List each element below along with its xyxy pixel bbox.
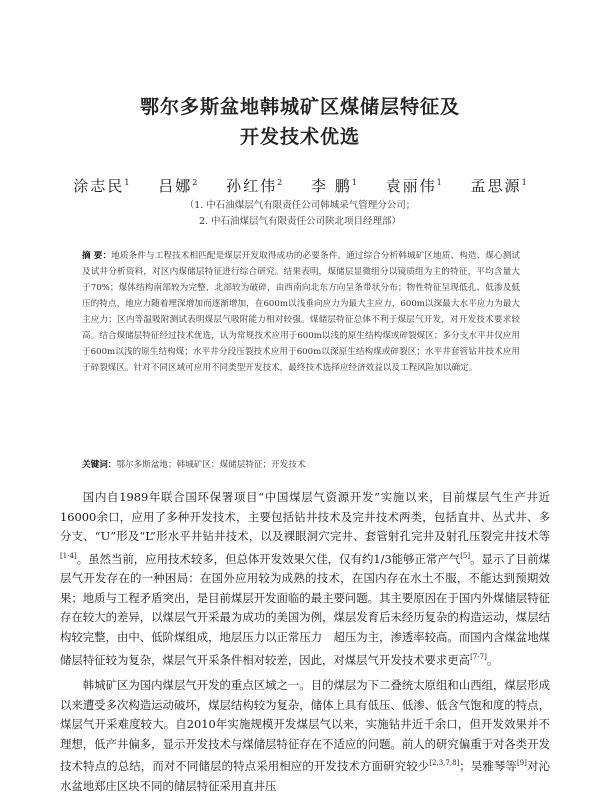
affiliations	[0, 198, 600, 230]
abstract-text: 地质条件与工程技术相匹配是煤层开发取得成功的必要条件。通过综合分析韩城矿区地质、构造、煤心测试及试井分析资料，对区内煤储层特征进行综合研究。结果表明，煤储层显微组分以镜质组为主的特征，平均含量大于70%；煤体结构南部较为完整，北部较为破碎，由西南向北东方向呈条带状分布；物性特征呈现低孔、低渗及低压的特点，地应力随着埋深增加而逐渐增加，在600m以浅垂向应力为最大主应力，600m以深最大水平应力为最大主应力；区内等温吸附测试表明煤层气吸附能力相对较强。煤储层特征总体不利于煤层气开发，对开发技术要求较高。结合煤储层特征经过技术优选，认为常规技术应用于600m以浅的原生结构煤或碎裂煤区；多分支水平井仅应用于600m以浅的原生结构煤；水平井分段压裂技术应用于600m以深原生结构煤或碎裂区；水平井套管钻井技术应用于碎裂煤区。针对不同区域可应用不同类型开发技术，最终技术选择应经济效益以及工程风险加以确定。	[82, 251, 520, 373]
affiliation-2: 2. 中石油煤层气有限责任公司陕北项目经理部）	[198, 216, 402, 227]
author: 吕娜$^2$	[158, 177, 198, 195]
keywords-text: 鄂尔多斯盆地；韩城矿区；煤储层特征；开发技术	[116, 460, 306, 470]
paragraph: 韩城矿区为国内煤层气开发的重点区域之一。目的煤层为下二叠统太原组和山西组，煤层形成以来遭受多次构造运动破坏，煤层结构较为复杂，储体上具有低压、低渗、低含气饱和度的特点，煤层气开采难度较大。自2010年实施规模开发煤层气以来，实施钻井近千余口，但开发效果并不理想，低产井偏多，显示开发技术与煤储层特征存在不适应的问题。前人的研究偏重于对各类开发技术特点的总结，而对不同储层的特点采用相应的开发技术方面研究较少[2,3,7,8]；吴雅琴等[9]对沁水盆地郑庄区块不同的储层特征采用直井压	[60, 677, 550, 793]
citation: [7-7]	[470, 652, 487, 661]
keywords	[82, 457, 520, 473]
author: 袁丽伟$^1$	[385, 177, 442, 195]
citation: [1-4]	[60, 551, 77, 560]
abstract-label: 摘 要：	[82, 251, 112, 261]
citation: [9]	[516, 759, 527, 768]
title-line-2: 开发技术优选	[239, 126, 360, 148]
author: 孙红伟$^2$	[226, 177, 283, 195]
paper-title	[0, 92, 600, 152]
keywords-label: 关键词：	[82, 460, 117, 470]
body-text	[60, 488, 550, 802]
abstract	[82, 248, 520, 376]
title-line-1: 鄂尔多斯盆地韩城矿区煤储层特征及	[139, 96, 460, 118]
citation: [2,3,7,8]	[429, 759, 460, 768]
citation: [5]	[460, 551, 471, 560]
author: 孟思源$^1$	[470, 177, 527, 195]
author: 涂志民$^1$	[73, 177, 130, 195]
author: 李 鹏$^1$	[311, 177, 357, 195]
author-list	[0, 172, 600, 197]
paragraph: 国内自1989年联合国环保署项目“中国煤层气资源开发”实施以来，目前煤层气生产井近16000余口，应用了多种开发技术，主要包括钻井技术及完井技术两类，包括直井、丛式井、多分支、“U”形及“L”形水平井钻井技术，以及裸眼洞穴完井、套管射孔完井及射孔压裂完井技术等[1-4]。虽然当前，应用技术较多，但总体开发效果欠佳，仅有约1/3能够正常产气[5]。显示了目前煤层气开发存在的一种困局：在国外应用较为成熟的技术，在国内存在水土不服，不能达到预期效果；地质与工程矛盾突出，是目前煤层开发面临的最主要问题。其主要原因在于国内外煤储层特征存在较大的差异，以煤层气开采最为成功的美国为例，煤层发育后未经历复杂的构造运动，煤层结构较完整，由中、低阶煤组成，地层压力以正常压力 超压为主，渗透率较高。而国内含煤盆地煤储层特征较为复杂，煤层气开采条件相对较差，因此，对煤层气开发技术要求更高[7-7]。	[60, 490, 550, 667]
affiliation-1: （1. 中石油煤层气有限责任公司韩城采气管理分公司；	[184, 200, 416, 211]
